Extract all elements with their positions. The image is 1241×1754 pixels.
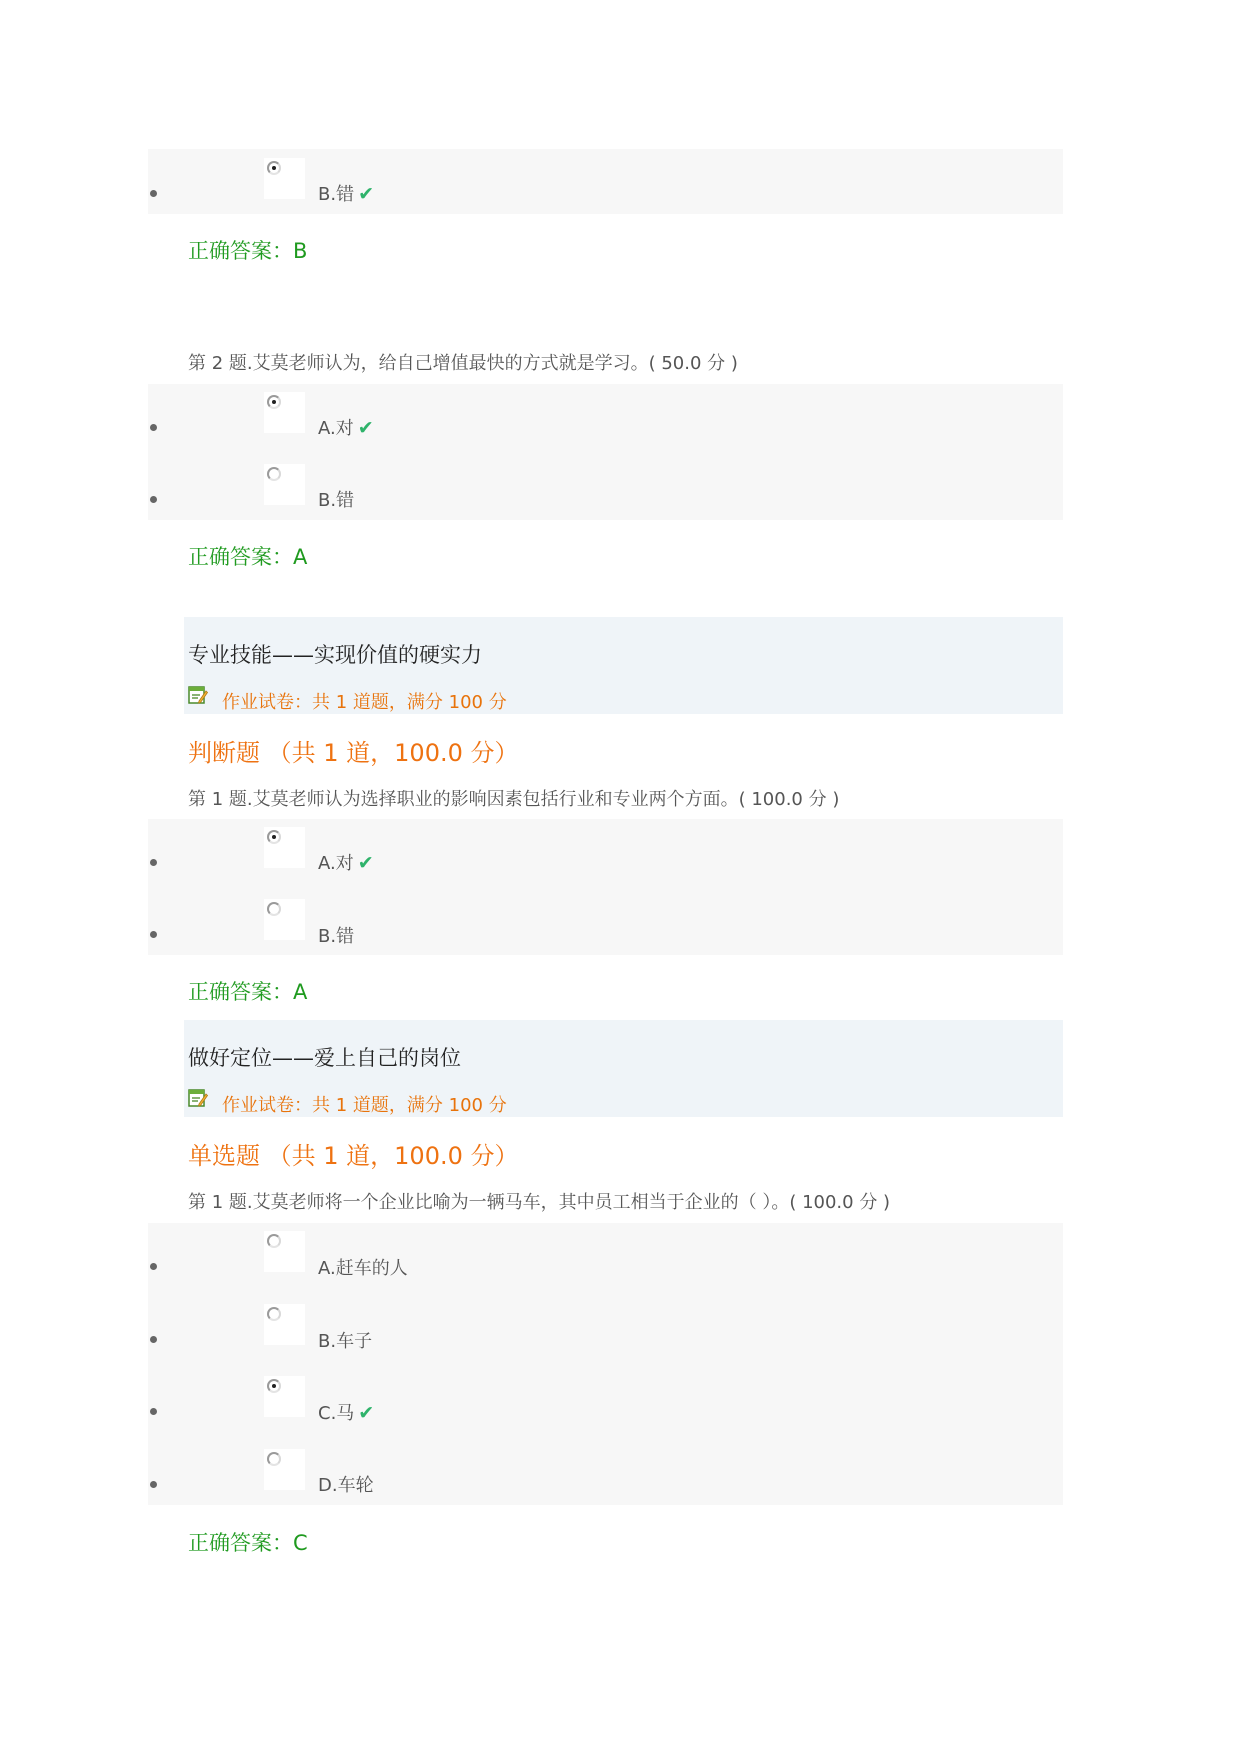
option-label: B.车子 (318, 1331, 373, 1352)
radio-box[interactable] (264, 899, 305, 940)
radio-box[interactable] (264, 1304, 305, 1345)
option-label: A.对 ✔ (318, 417, 374, 439)
list-bullet (150, 859, 157, 866)
list-bullet (150, 1263, 157, 1270)
radio-empty-icon[interactable] (267, 1452, 281, 1466)
list-bullet (150, 496, 157, 503)
radio-selected-icon[interactable] (267, 830, 281, 844)
question-text: 第 1 题.艾莫老师将一个企业比喻为一辆马车，其中员工相当于企业的（ ）。( 100.0 分 ) (188, 1192, 891, 1213)
option-label: A.对 ✔ (318, 852, 374, 874)
radio-empty-icon[interactable] (267, 1234, 281, 1248)
radio-box[interactable] (264, 464, 305, 505)
check-icon: ✔ (358, 1402, 375, 1424)
paper-info: 作业试卷：共 1 道题，满分 100 分 (222, 1095, 507, 1116)
correct-answer: 正确答案：B (188, 239, 308, 263)
list-bullet (150, 190, 157, 197)
radio-selected-icon[interactable] (267, 395, 281, 409)
section-header (184, 617, 1063, 714)
option-label: B.错 (318, 926, 355, 947)
question-type-heading: 单选题 （共 1 道，100.0 分） (188, 1142, 519, 1170)
question-text: 第 1 题.艾莫老师认为选择职业的影响因素包括行业和专业两个方面。( 100.0 分 ) (188, 789, 840, 810)
question-text: 第 2 题.艾莫老师认为，给自己增值最快的方式就是学习。( 50.0 分 ) (188, 353, 738, 374)
radio-empty-icon[interactable] (267, 1307, 281, 1321)
list-bullet (150, 424, 157, 431)
radio-box[interactable] (264, 158, 305, 199)
correct-answer: 正确答案：A (188, 980, 308, 1004)
option-label: D.车轮 (318, 1475, 374, 1496)
option-label: B.错 (318, 490, 355, 511)
check-icon: ✔ (357, 852, 374, 874)
edit-paper-icon (188, 685, 208, 705)
section-title: 做好定位——爱上自己的岗位 (188, 1046, 461, 1070)
radio-empty-icon[interactable] (267, 902, 281, 916)
radio-box[interactable] (264, 1376, 305, 1417)
check-icon: ✔ (358, 183, 374, 205)
option-label: A.赶车的人 (318, 1258, 408, 1279)
radio-selected-icon[interactable] (267, 161, 281, 175)
list-bullet (150, 1408, 157, 1415)
list-bullet (150, 1481, 157, 1488)
option-label: B.错 ✔ (318, 183, 374, 205)
question-type-heading: 判断题 （共 1 道，100.0 分） (188, 739, 519, 767)
radio-box[interactable] (264, 1449, 305, 1490)
list-bullet (150, 1336, 157, 1343)
section-header (184, 1020, 1063, 1117)
check-icon: ✔ (357, 417, 374, 439)
radio-box[interactable] (264, 827, 305, 868)
correct-answer: 正确答案：A (188, 545, 308, 569)
section-title: 专业技能——实现价值的硬实力 (188, 643, 482, 667)
radio-box[interactable] (264, 392, 305, 433)
paper-info: 作业试卷：共 1 道题，满分 100 分 (222, 692, 507, 713)
list-bullet (150, 931, 157, 938)
radio-box[interactable] (264, 1231, 305, 1272)
radio-selected-icon[interactable] (267, 1379, 281, 1393)
correct-answer: 正确答案：C (188, 1531, 308, 1555)
edit-paper-icon (188, 1088, 208, 1108)
radio-empty-icon[interactable] (267, 467, 281, 481)
option-label: C.马 ✔ (318, 1402, 375, 1424)
